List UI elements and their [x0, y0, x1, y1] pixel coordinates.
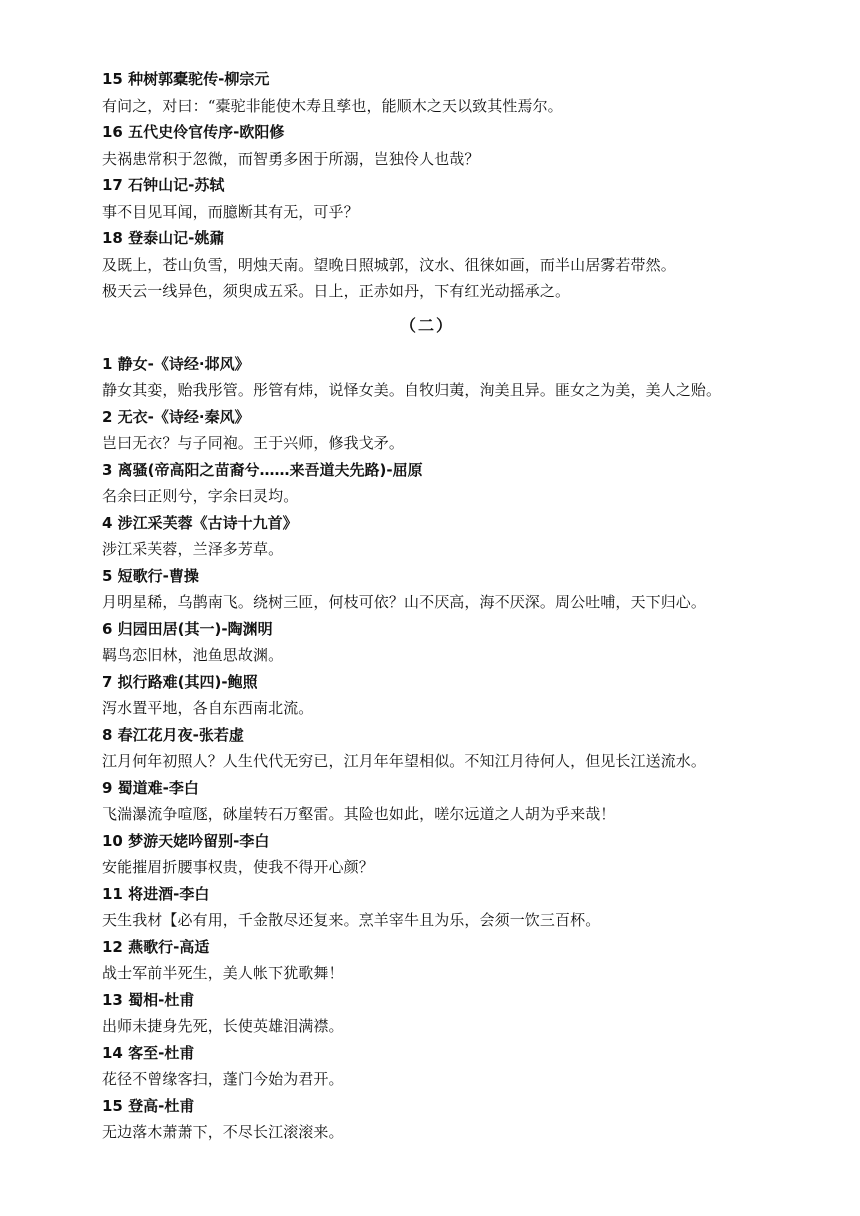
entry-title: 8 春江花月夜-张若虚	[102, 725, 244, 744]
entry-title: 12 燕歌行-高适	[102, 937, 210, 956]
entry-title: 15 登高-杜甫	[102, 1096, 195, 1115]
entry-title: 4 涉江采芙蓉《古诗十九首》	[102, 513, 298, 532]
poem-entry	[102, 563, 822, 616]
entry-title: 14 客至-杜甫	[102, 1043, 195, 1062]
quote-line: 事不目见耳闻，而臆断其有无，可乎？	[102, 202, 359, 221]
section-one	[102, 66, 822, 305]
entry-title: 6 归园田居(其一)-陶渊明	[102, 619, 273, 638]
poem-entry	[102, 616, 822, 669]
poem-entry	[102, 510, 822, 563]
quote-line: 羁鸟恋旧林，池鱼思故渊。	[102, 646, 284, 664]
poem-entry	[102, 457, 822, 510]
entry-title: 3 离骚(帝高阳之苗裔兮……来吾道夫先路)-屈原	[102, 460, 423, 479]
entry-title: 11 将进酒-李白	[102, 884, 210, 903]
quote-line: 飞湍瀑流争喧豗，砯崖转石万壑雷。其险也如此，嗟尔远道之人胡为乎来哉！	[102, 805, 616, 823]
poem-entry	[102, 351, 822, 404]
poem-entry	[102, 1040, 822, 1093]
quote-line: 安能摧眉折腰事权贵，使我不得开心颜？	[102, 858, 374, 876]
quote-line: 及既上，苍山负雪，明烛天南。望晚日照城郭，汶水、徂徕如画，而半山居雾若带然。	[102, 255, 676, 274]
quote-line: 极天云一线异色，须臾成五采。日上，正赤如丹，下有红光动摇承之。	[102, 282, 571, 300]
quote-line: 名余曰正则兮，字余曰灵均。	[102, 487, 299, 505]
poem-entry	[102, 987, 822, 1040]
quote-line: 战士军前半死生，美人帐下犹歌舞！	[102, 964, 344, 982]
poem-entry	[102, 225, 822, 305]
poem-entry	[102, 828, 822, 881]
poem-entry	[102, 119, 822, 172]
quote-line: 天生我材【必有用，千金散尽还复来。烹羊宰牛且为乐，会须一饮三百杯。	[102, 911, 601, 929]
poem-entry	[102, 66, 822, 119]
entry-title: 18 登泰山记-姚鼐	[102, 229, 225, 247]
quote-line: 静女其娈，贻我彤管。彤管有炜，说怿女美。自牧归荑，洵美且异。匪女之为美，美人之贻。	[102, 381, 722, 399]
entry-title: 7 拟行路难(其四)-鲍照	[102, 672, 258, 691]
entry-title: 1 静女-《诗经·邶风》	[102, 354, 250, 373]
entry-title: 15 种树郭橐驼传-柳宗元	[102, 70, 270, 88]
poem-entry	[102, 934, 822, 987]
poem-entry	[102, 1093, 822, 1146]
quote-line: 夫祸患常积于忽微，而智勇多困于所溺，岂独伶人也哉？	[102, 149, 480, 168]
entry-title: 2 无衣-《诗经·秦风》	[102, 407, 250, 426]
poem-entry	[102, 669, 822, 722]
quote-line: 涉江采芙蓉，兰泽多芳草。	[102, 540, 284, 558]
entry-title: 9 蜀道难-李白	[102, 778, 199, 797]
poem-entry	[102, 404, 822, 457]
entry-title: 10 梦游天姥吟留别-李白	[102, 831, 270, 850]
entry-title: 5 短歌行-曹操	[102, 566, 199, 585]
quote-line: 岂曰无衣？与子同袍。王于兴师，修我戈矛。	[102, 434, 405, 452]
quote-line: 泻水置平地，各自东西南北流。	[102, 699, 314, 717]
quote-line: 出师未捷身先死，长使英雄泪满襟。	[102, 1017, 344, 1035]
poem-entry	[102, 722, 822, 775]
entry-title: 16 五代史伶官传序-欧阳修	[102, 123, 285, 141]
quote-line: 月明星稀，乌鹊南飞。绕树三匝，何枝可依？山不厌高，海不厌深。周公吐哺，天下归心。	[102, 593, 707, 611]
quote-line: 有问之，对曰：“橐驼非能使木寿且孳也，能顺木之天以致其性焉尔。	[102, 96, 563, 115]
quote-line: 花径不曾缘客扫，蓬门今始为君开。	[102, 1070, 344, 1088]
entry-title: 17 石钟山记-苏轼	[102, 176, 225, 194]
poem-entry	[102, 881, 822, 934]
poem-entry	[102, 172, 822, 225]
section-two	[102, 351, 822, 1146]
document-page	[102, 66, 822, 1146]
quote-line: 江月何年初照人？人生代代无穷已，江月年年望相似。不知江月待何人，但见长江送流水。	[102, 752, 707, 770]
entry-title: 13 蜀相-杜甫	[102, 990, 195, 1009]
section-heading: （二）	[399, 315, 454, 335]
poem-entry	[102, 775, 822, 828]
quote-line: 无边落木萧萧下，不尽长江滚滚来。	[102, 1123, 344, 1141]
